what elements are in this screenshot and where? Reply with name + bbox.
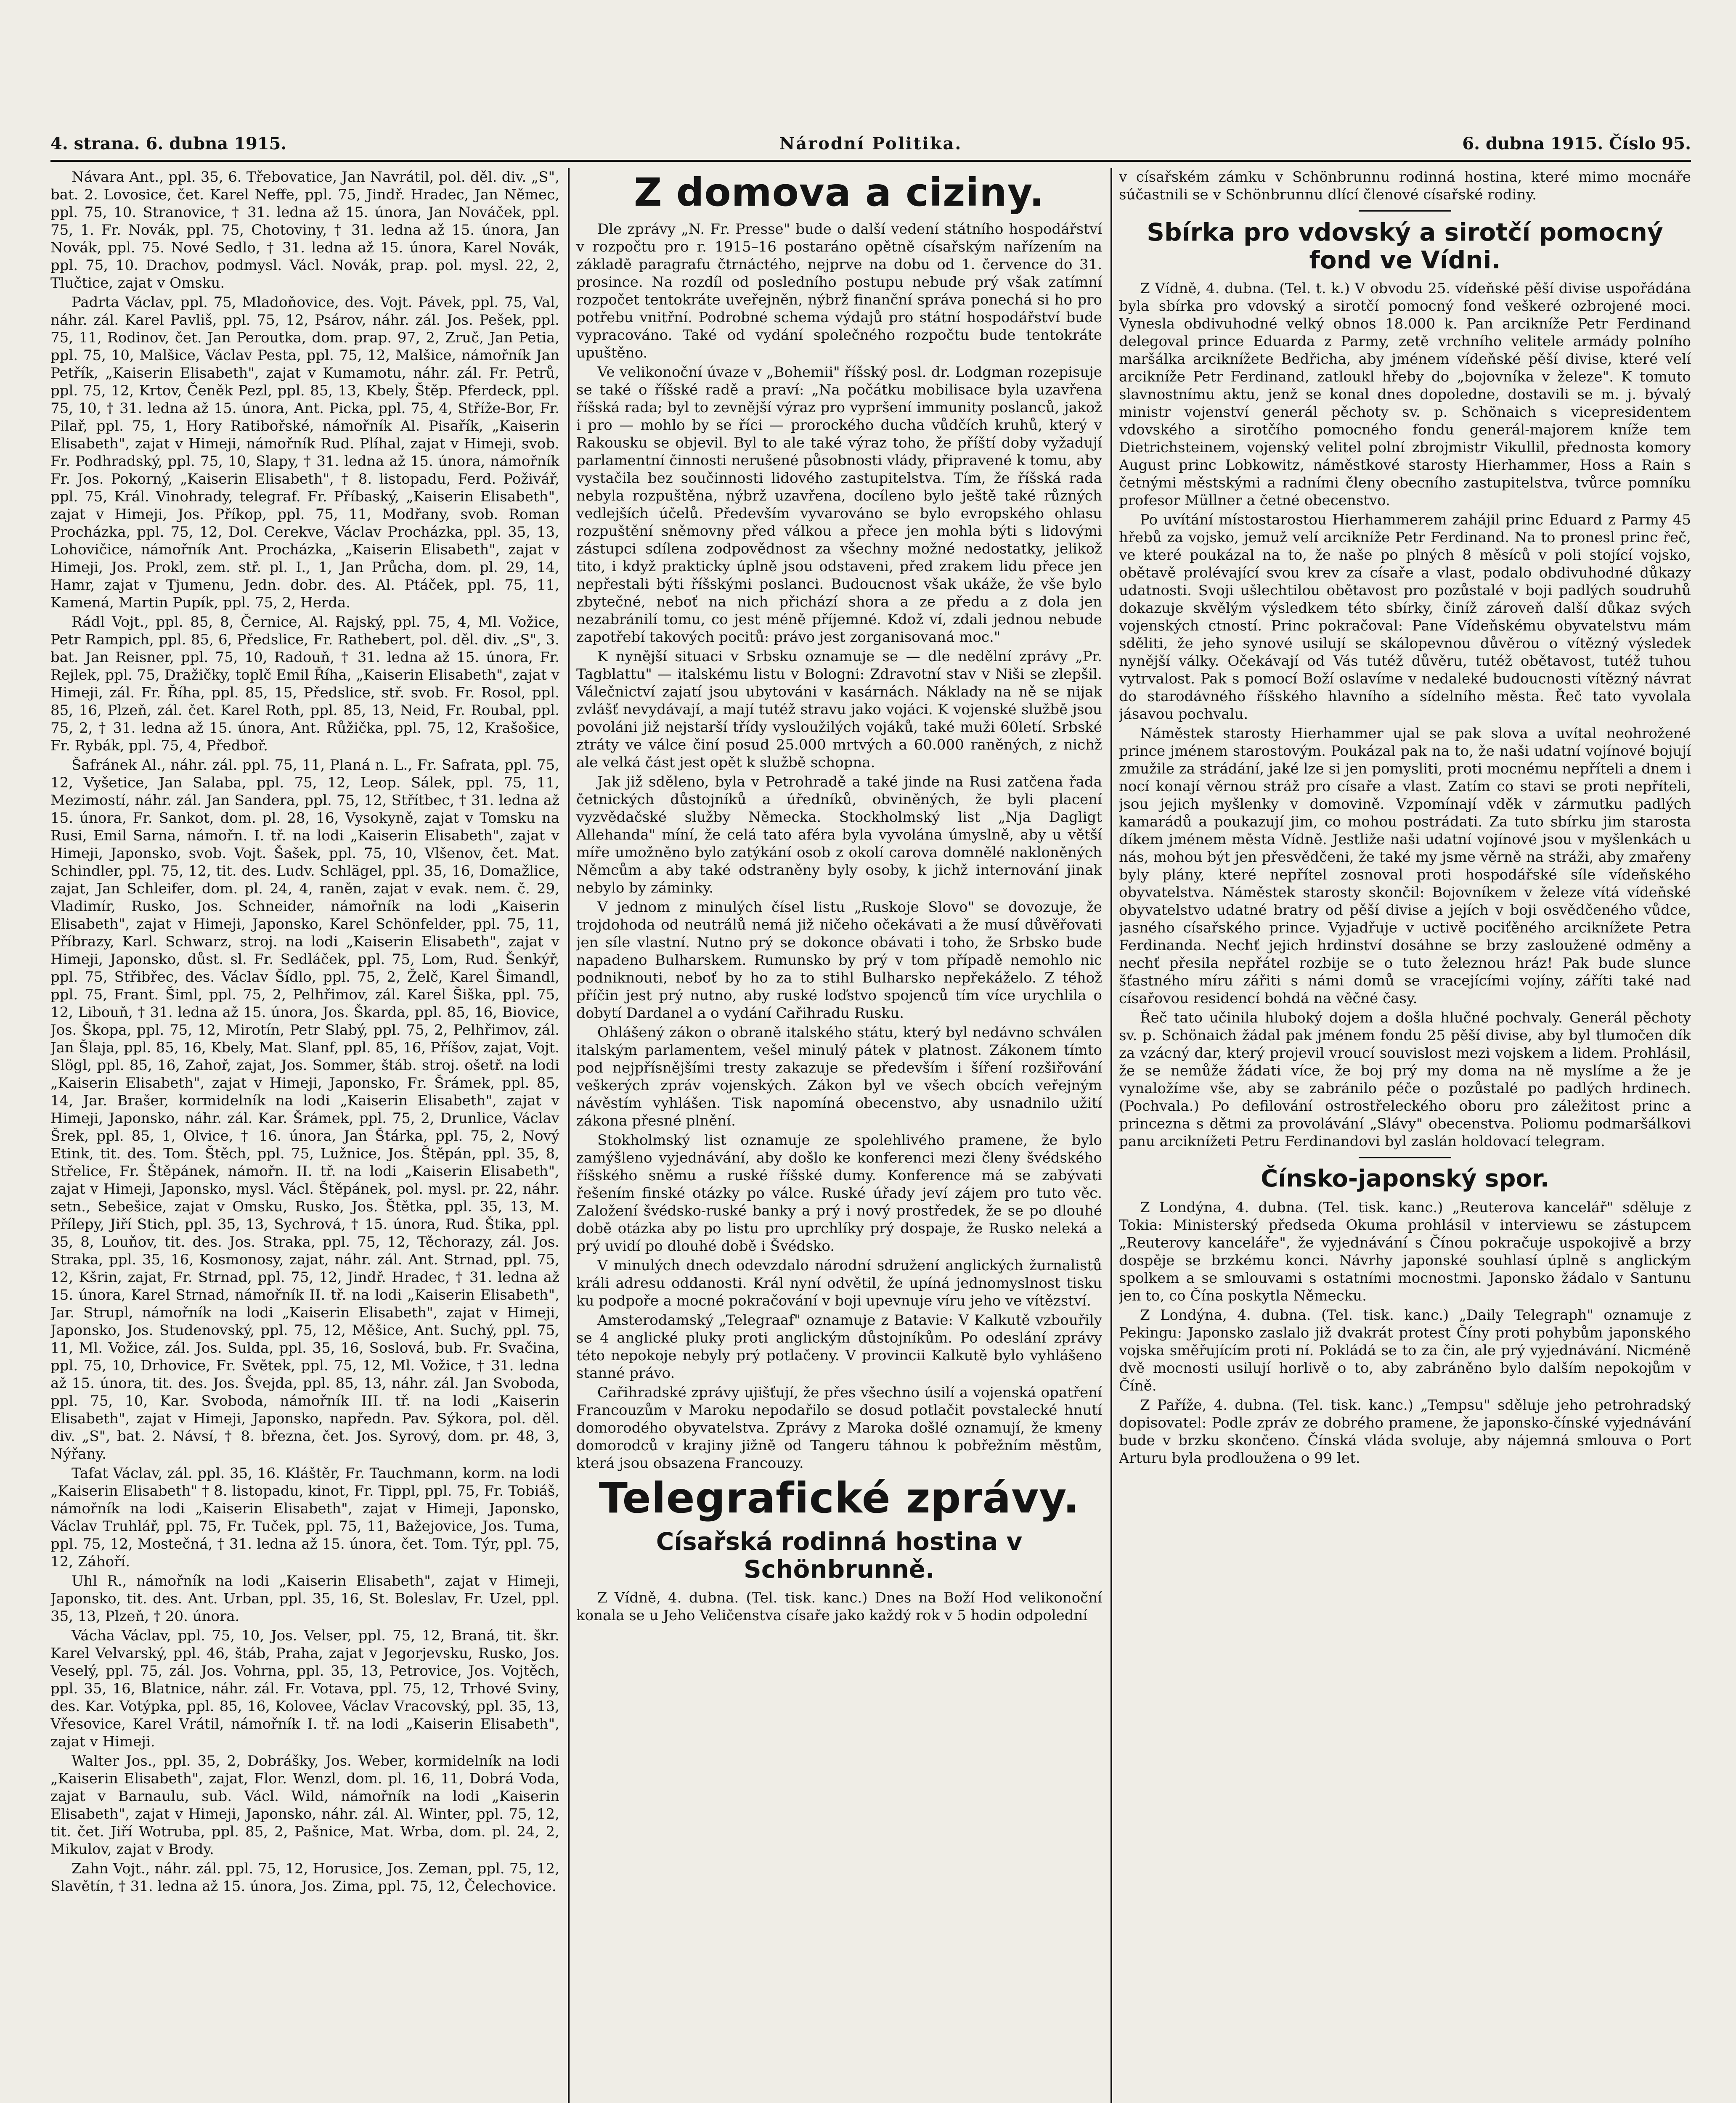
list-paragraph: Návara Ant., ppl. 35, 6. Třebovatice, Jan Navrátil, pol. děl. div. „S", bat. 2. Lovosice, čet. Karel Neffe, ppl. 75, Jindř. Hradec, Jan Němec, ppl. 75, 10. Stranovice, † 31. ledna až 15. února, Jan Nováček, ppl. 75, 1. Fr. Novák, ppl. 75, Chotoviny, † 31. ledna až 15. února, Jan Novák, ppl. 75. Nové Sedlo, † 31. ledna až 15. února, Karel Novák, ppl. 75, 10. Drachov, podmysl. Václ. Novák, prap. pol. mysl. 22, 2, Tlučtice, zajat v Omsku.: [50, 169, 559, 291]
header-issue: 6. dubna 1915. Číslo 95.: [1462, 134, 1691, 154]
separator-rule: [1359, 210, 1451, 212]
article-paragraph: Z Paříže, 4. dubna. (Tel. tisk. kanc.) „Tempsu" sděluje jeho petrohradský dopisovatel: Podle zpráv ze dobrého pramene, že japonsko-čínské vyjednávání bude v brzku skončeno. Čínská vláda svoluje, aby nájemná smlouva o Port Arturu byla prodloužena o 99 let.: [1119, 1397, 1691, 1467]
article-paragraph: V minulých dnech odevzdalo národní sdružení anglických žurnalistů králi adresu oddanosti. Král nyní odvětil, že upíná jednomyslnost tisku ku podpoře a mocné pokračování v boji upevnuje víru jeho ve vítězství.: [576, 1257, 1102, 1309]
article-paragraph: Dle zprávy „N. Fr. Presse" bude o další vedení státního hospodářství v rozpočtu pro r. 1915–16 postaráno opětně císařským nařízením na základě paragrafu čtrnáctého, nejprve na dobu od 1. července do 31. prosince. Na rozdíl od posledního postupu nebude prý však zatímní rozpočet tentokráte uveřejněn, nýbrž finanční správa ponechá si ho pro potřebu vnitřní. Podrobné schema výdajů pro státní hospodářství bude vypracováno. Také od vydání společného rozpočtu bude tentokráte upuštěno.: [576, 221, 1102, 361]
article-paragraph: Náměstek starosty Hierhammer ujal se pak slova a uvítal neohrožené prince jménem starostovým. Poukázal pak na to, že naši udatní vojínové bojují zmužile za strádání, jaké lze si jen pomysliti, proti mocnému nepříteli a dnem i nocí konají věrnou stráž pro císaře a vlast. Zatím co stavi se proti nepříteli, jsou jejich myšlenky v domovině. Vzpomínají vděk v zármutku padlých kamarádů a poukazují jim, co mohou postrádati. Za tuto sbírku jim starosta díkem jménem města Vídně. Jestliže naši udatní vojínové jsou v myšlenkách u nás, mohou být jen přesvědčeni, že také my jsme věrně na stráži, aby zmařeny byly plány, které nepřítel zosnoval proti hospodářské síle vídeňského obyvatelstva. Náměstek starosty skončil: Bojovníkem v železe vítá vídeňské obyvatelstvo udatné bratry od pěší divise a jejích v boji osvědčeného vůdce, jasného císařského prince. Vyjadřuje v uctivě pociťěného arciknížete Petra Ferdinanda. Nechť jejich hrdinství dosáhne se brzy zasloužené odměny a nechť přesila nepřátel rozbije se o tuto železnou hráz! Pak bude slunce šťastného míru zářiti s námi domů se vracejícími vojíny, záříti také nad císařovou residencí bohdá na věčné časy.: [1119, 725, 1691, 1007]
column-divider-2: [1111, 168, 1112, 2103]
page-header: [50, 134, 1691, 163]
column-domestic-foreign: [576, 168, 1102, 2103]
list-paragraph: Zahn Vojt., náhr. zál. ppl. 75, 12, Horusice, Jos. Zeman, ppl. 75, 12, Slavětín, † 31. ledna až 15. února, Jos. Zima, ppl. 75, 12, Čelechovice.: [50, 1860, 559, 1895]
subtitle-sbirka: Sbírka pro vdovský a sirotčí pomocný fond ve Vídni.: [1147, 218, 1663, 274]
header-page-number: 4. strana. 6. dubna 1915.: [50, 134, 287, 154]
column-casualty-list: [50, 168, 559, 2103]
list-paragraph: Uhl R., námořník na lodi „Kaiserin Elisabeth", zajat v Himeji, Japonsko, tit. des. Ant. Urban, ppl. 35, 16, St. Boleslav, Fr. Uzel, ppl. 35, 13, Plzeň, † 20. února.: [50, 1573, 559, 1625]
list-paragraph: Tafat Václav, zál. ppl. 35, 16. Kláštěr, Fr. Tauchmann, korm. na lodi „Kaiserin Elisabeth" † 8. listopadu, kinot, Fr. Tippl, ppl. 75, Fr. Tobiáš, námořník na lodi „Kaiserin Elisabeth", zajat v Himeji, Japonsko, Václav Truhlář, ppl. 75, Fr. Tuček, ppl. 75, 11, Bažejovice, Jos. Tuma, ppl. 75, 12, Mostečná, † 31. ledna až 15. února, čet. Tom. Týr, ppl. 75, 12, Záhoří.: [50, 1465, 559, 1570]
header-masthead: Národní Politika.: [779, 134, 962, 154]
article-paragraph: Ve velikonoční úvaze v „Bohemii" říšský posl. dr. Lodgman rozepisuje se také o říšské radě a praví: „Na počátku mobilisace byla uzavřena říšská rada; byl to zevnější výraz pro vypršení immunity poslanců, jakož i pro — mohlo by se říci — prorockého ducha vůdčích kruhů, který v Rakousku se objevil. Byl to ale také výraz toho, že příští doby vyžadují parlamentní činnosti nerušené působnosti vlády, připravené k tomu, aby vystačila bez součinnosti lidového zastupitelstva. Tím, že říšská rada nebyla rozpuštěna, nýbrž uzavřena, docíleno bylo ještě také různých vedlejších účelů. Především vyvarováno se bylo evropského ohlasu rozpuštění sněmovny před válkou a přece jen mohla býti s lidovými zástupci sdílena zodpovědnost za všechny možné nedostatky, jelikož tito, i když prakticky úplně jsou odstaveni, před zrakem lidu přece jen nepřestali býti říšskými poslanci. Budoucnost však ukáže, že vše bylo zbytečné, neboť na nich přichází shora a ze předu a z dola jen nezabránilí tomu, co jest méně příjemné. Kdož ví, zdali jednou nebude zapotřebí takových pocitů: právo jest zorganisovaná moc.": [576, 364, 1102, 646]
article-paragraph: Z Londýna, 4. dubna. (Tel. tisk. kanc.) „Reuterova kancelář" sděluje z Tokia: Ministerský předseda Okuma prohlásil v interviewu se zástupcem „Reuterovy kanceláře", že vyjednávání s Čínou pokračuje uspokojivě a brzy dospěje se brzkému konci. Návrhy japonské souhlasí úplně s anglickým spolkem a se smlouvami s ostatními mocnostmi. Japonsko žádalo v Santunu jen to, co Čína poskytla Německu.: [1119, 1199, 1691, 1304]
article-paragraph: Řeč tato učinila hluboký dojem a došla hlučné pochvaly. Generál pěchoty sv. p. Schönaich žádal pak jménem fondu 25 pěší divise, aby byl tlumočen dík za vzácný dar, který projevil vroucí souvislost mezi vojskem a lidem. Prohlásil, že se nemůže žádati více, že boj prý my doma na ně myslíme a že je vynaložíme vše, aby se zabránilo péče o pozůstalé po padlých hrdinech. (Pochvala.) Po defilování ostrostřeleckého oboru pro záležitost princ a princezna s dětmi za provolávání „Slávy" obecenstva. Poliomu podmaršálkovi panu arciknížeti Petru Ferdinandovi byl zaslán holdovací telegram.: [1119, 1009, 1691, 1150]
section-title-domestic: Z domova a ciziny.: [633, 170, 1045, 215]
subtitle-schonbrunn: Císařská rodinná hostina v Schönbrunně.: [656, 1527, 1023, 1584]
list-paragraph: Šafránek Al., náhr. zál. ppl. 75, 11, Planá n. L., Fr. Safrata, ppl. 75, 12, Vyšetice, Jan Salaba, ppl. 75, 12, Leop. Sálek, ppl. 75, 11, Mezimostí, náhr. zál. Jan Sandera, ppl. 75, 12, Střítbec, † 31. ledna až 15. února, Fr. Sankot, dom. pl. 28, 16, Vysokyně, zajat v Tomsku na Rusi, Emil Sarna, námořn. I. tř. na lodi „Kaiserin Elisabeth", zajat v Himeji, Japonsko, svob. Vojt. Šašek, ppl. 75, 10, Vlšenov, čet. Mat. Schindler, ppl. 75, 12, tit. des. Ludv. Schlägel, ppl. 35, 16, Domažlice, zajat, Jan Schleifer, dom. pl. 24, 4, raněn, zajat v evak. nem. č. 29, Vladimír, Rusko, Jos. Schneider, námořník na lodi „Kaiserin Elisabeth", zajat v Himeji, Japonsko, Karel Schönfelder, ppl. 75, 11, Příbrazy, Karl. Schwarz, stroj. na lodi „Kaiserin Elisabeth", zajat v Himeji, Japonsko, důst. sl. Fr. Sedláček, ppl. 75, Lom, Rud. Šenkýř, ppl. 75, Střibřec, des. Václav Šídlo, ppl. 75, 2, Želč, Karel Šimandl, ppl. 75, Frant. Šiml, ppl. 75, 2, Pelhřimov, zál. Karel Šiška, ppl. 75, 12, Libouň, † 31. ledna až 15. února, Jos. Škarda, ppl. 85, 16, Biovice, Jos. Škopa, ppl. 75, 12, Mirotín, Petr Slabý, ppl. 75, 2, Pelhřimov, zál. Jan Šlaja, ppl. 85, 16, Kbely, Mat. Slanf, ppl. 85, 16, Příšov, zajat, Vojt. Slögl, ppl. 85, 16, Zahoř, zajat, Jos. Sommer, štáb. stroj. ošetř. na lodi „Kaiserin Elisabeth", zajat v Himeji, Japonsko, Fr. Šrámek, ppl. 85, 14, Jar. Brašer, kormidelník na lodi „Kaiserin Elisabeth", zajat v Himeji, Japonsko, náhr. zál. Kar. Šrámek, ppl. 75, 2, Drunlice, Václav Šrek, ppl. 85, 1, Olvice, † 16. února, Jan Štárka, ppl. 75, 2, Nový Etink, tit. des. Tom. Štěch, ppl. 75, Lužnice, Jos. Štěpán, ppl. 35, 8, Střelice, Fr. Štěpánek, námořn. II. tř. na lodi „Kaiserin Elisabeth", zajat v Himeji, Japonsko, mysl. Václ. Štěpánek, pol. mysl. pr. 22, náhr. setn., Sebešice, zajat v Omsku, Rusko, Jos. Štětka, ppl. 35, 13, M. Přílepy, Jiří Stich, ppl. 35, 13, Sychrová, † 15. února, Rud. Štika, ppl. 35, 8, Louňov, tit. des. Jos. Straka, ppl. 75, 12, Těchorazy, zál. Jos. Straka, ppl. 35, 16, Kosmonosy, zajat, náhr. zál. Ant. Strnad, ppl. 75, 12, Kšrin, zajat, Fr. Strnad, ppl. 75, 12, Jindř. Hradec, † 31. ledna až 15. února, Karel Strnad, námořník II. tř. na lodi „Kaiserin Elisabeth", Jar. Strupl, námořník na lodi „Kaiserin Elisabeth", zajat v Himeji, Japonsko, Jos. Studenovský, ppl. 75, 12, Měšice, Ant. Suchý, ppl. 75, 11, Ml. Vožice, zál. Jos. Sulda, ppl. 35, 16, Soslová, bub. Fr. Svačina, ppl. 75, 10, Drhovice, Fr. Světek, ppl. 75, 12, Ml. Vožice, † 31. ledna až 15. února, tit. des. Jos. Švejda, ppl. 85, 13, náhr. zál. Jan Svoboda, ppl. 75, 10, Kar. Svoboda, námořník III. tř. na lodi „Kaiserin Elisabeth", zajat v Himeji, Japonsko, napředn. Pav. Sýkora, pol. děl. div. „S", bat. 2. Návsí, † 8. března, čet. Jos. Syrový, dom. pr. 48, 3, Nýřany.: [50, 757, 559, 1462]
list-paragraph: Rádl Vojt., ppl. 85, 8, Černice, Al. Rajský, ppl. 75, 4, Ml. Vožice, Petr Rampich, ppl. 85, 6, Předslice, Fr. Rathebert, pol. děl. div. „S", 3. bat. Jan Reisner, ppl. 75, 10, Radouň, † 31. ledna až 15. února, Fr. Rejlek, ppl. 75, Dražičky, toplč Emil Říha, „Kaiserin Elisabeth", zajat v Himeji, zál. Fr. Říha, ppl. 85, 15, Předslice, stř. svob. Fr. Rosol, ppl. 85, 16, Plzeň, zál. čet. Karel Roth, ppl. 85, 13, Neid, Fr. Roubal, ppl. 75, 2, † 31. ledna až 15. února, Ant. Růžička, ppl. 75, 12, Krašošice, Fr. Rybák, ppl. 75, 4, Předboř.: [50, 614, 559, 754]
article-paragraph: Jak již sděleno, byla v Petrohradě a také jinde na Rusi zatčena řada četnických důstojníků a úředníků, obviněných, že byli placení vyzvědačské služby Německa. Stockholmský list „Nja Dagligt Allehanda" míní, že celá tato aféra byla vyvolána úmyslně, aby u větší míře umožněno bylo zatýkání osob z okolí carova domnělé nakloněných Němcům a aby také odstraněny byly osoby, k jichž internování jinak nebylo by záminky.: [576, 773, 1102, 896]
article-paragraph: Amsterodamský „Telegraaf" oznamuje z Batavie: V Kalkutě vzbouřily se 4 anglické pluky proti anglickým důstojníkům. Po odeslání zprávy této nepokoje nebyly prý potlačeny. V provincii Kalkutě bylo vyhlášeno stanné právo.: [576, 1312, 1102, 1382]
list-paragraph: Walter Jos., ppl. 35, 2, Dobrášky, Jos. Weber, kormidelník na lodi „Kaiserin Elisabeth", zajat, Flor. Wenzl, dom. pl. 16, 11, Dobrá Voda, zajat v Barnaulu, sub. Václ. Wild, námořník na lodi „Kaiserin Elisabeth", zajat v Himeji, Japonsko, náhr. zál. Al. Winter, ppl. 75, 12, tit. čet. Jiří Wotruba, ppl. 85, 2, Pašnice, Mat. Wrba, dom. pl. 24, 2, Mikulov, zajat v Brody.: [50, 1753, 559, 1858]
article-paragraph: Po uvítání místostarostou Hierhammerem zahájil princ Eduard z Parmy 45 hřebů za vojsko, jemuž velí arcikníže Petr Ferdinand. Na to pronesl princ řeč, ve které poukázal na to, že naše po plných 8 měsíců v poli stojící vojsko, obětavě prolévající svou krev za císaře a vlast, podalo obdivuhodné důkazy udatnosti. Svoji ušlechtilou obětavost pro pozůstalé v boji padlých soudruhů dokazuje skvělým výsledkem této sbírky, činíž zároveň další důkaz svých vojenských ctností. Princ pokračoval: Pane Vídeňskému obyvatelstvu mám sděliti, že jeho synové usilují se skálopevnou důvěrou o vítězný výsledek nynější války. Očekávají od Vás tutéž důvěru, tutéž obětavost, tutéž tuhou vytrvalost. Pak s pomocí Boží oslavíme v nedaleké budoucnosti vítězný návrat do starodávného říšského hlavního a sídelního města. Řeč tato vyvolala jásavou pochvalu.: [1119, 511, 1691, 723]
article-paragraph: K nynější situaci v Srbsku oznamuje se — dle nedělní zprávy „Pr. Tagblattu" — italskému listu v Bologni: Zdravotní stav v Niši se zlepšil. Válečnictví zajatí jsou ubytováni v kasárnách. Náklady na ně se nijak zvlášť nevydávají, a mají tutéž stravu jako vojáci. K vojenské službě jsou povoláni již nejstarší třídy vysloužilých vojáků, také muži 60letí. Srbské ztráty ve válce činí posud 25.000 mrtvých a 60.000 raněných, z nichž ale velká část jest opět k službě schopna.: [576, 648, 1102, 771]
article-paragraph: Stokholmský list oznamuje ze spolehlivého pramene, že bylo zamýšleno vyjednávání, aby došlo ke konferenci mezi členy švédského říšského sněmu a ruské říšské dumy. Konference má se zabývati řešením finské otázky po válce. Ruské úřady jeví zájem pro tuto věc. Založení švédsko-ruské banky a prý i nový prostředek, že se po dlouhé době otázka aby po listu pro uprchlíky prý dospaje, že Rusko neleká a prý uvidí po dlouhé době i Švédsko.: [576, 1132, 1102, 1255]
list-paragraph: Padrta Václav, ppl. 75, Mladoňovice, des. Vojt. Pávek, ppl. 75, Val, náhr. zál. Karel Pavliš, ppl. 75, 12, Psárov, náhr. zál. Jos. Pešek, ppl. 75, 11, Rodinov, čet. Jan Peroutka, dom. prap. 97, 2, Zruč, Jan Petia, ppl. 75, 10, Malšice, Václav Pesta, ppl. 75, 12, Malšice, námořník Jan Petřík, „Kaiserin Elisabeth", zajat v Kumamotu, náhr. zál. Fr. Petrů, ppl. 75, 12, Krtov, Čeněk Pezl, ppl. 85, 13, Kbely, Štěp. Pferdeck, ppl. 75, 10, † 31. ledna až 15. února, Ant. Picka, ppl. 75, 4, Stříže-Bor, Fr. Pilař, ppl. 75, 1, Hory Ratibořské, námořník Al. Pisařík, „Kaiserin Elisabeth", zajat v Himeji, námořník Rud. Plíhal, zajat v Himeji, svob. Fr. Podhradský, ppl. 75, 10, Slapy, † 31. ledna až 15. února, námořník Fr. Jos. Pokorný, „Kaiserin Elisabeth", † 8. listopadu, Ferd. Poživář, ppl. 75, Král. Vinohrady, telegraf. Fr. Příbaský, „Kaiserin Elisabeth", zajat v Himeji, Jos. Příkop, ppl. 75, 11, Modřany, svob. Roman Procházka, ppl. 75, 12, Dol. Cerekve, Václav Procházka, ppl. 35, 13, Lohovičice, námořník Ant. Procházka, „Kaiserin Elisabeth", zajat v Himeji, Jos. Prokl, zem. stř. pl. I., 1, Jan Průcha, dom. pl. 29, 14, Hamr, zajat v Tjumenu, Jedn. dobr. des. Al. Ptáček, ppl. 75, 11, Kamená, Martin Pupík, ppl. 75, 2, Herda.: [50, 294, 559, 611]
separator-rule: [1359, 1157, 1451, 1158]
article-paragraph: Z Vídně, 4. dubna. (Tel. t. k.) V obvodu 25. vídeňské pěší divise uspořádána byla sbírka pro vdovský a sirotčí pomocný fond veškeré ozbrojené moci. Vynesla obdivuhodné velký obnos 18.000 k. Pan arcikníže Petr Ferdinand delegoval prince Eduarda z Parmy, zetě vrchního velitele armády polního maršálka arciknížete Bedřicha, aby jménem vídeňské pěší divise, které velí arcikníže Petr Ferdinand, zatloukl hřeby do „bojovníka v železe". K tomuto slavnostnímu aktu, jenž se konal dnes dopoledne, dostavili se m. j. bývalý ministr vojenství generál pěchoty sv. p. Schönaich s vicepresidentem vdovského a sirotčího pomocného fondu generál-majorem kníže tem Dietrichsteinem, vojenský velitel polní zbrojmistr Vikullil, přednosta komory August princ Lobkowitz, náměstkové starosty Hierhammer, Hoss a Rain s četnými městskými a radními členy obecního zastupitelstva, tvůrce pomníku profesor Müllner a četné obecenstvo.: [1119, 280, 1691, 509]
section-title-telegraph: Telegrafické zprávy.: [599, 1473, 1080, 1523]
subtitle-china-japan: Čínsko-japonský spor.: [1261, 1165, 1549, 1192]
column-divider-1: [568, 168, 570, 2103]
list-paragraph: Vácha Václav, ppl. 75, 10, Jos. Velser, ppl. 75, 12, Braná, tit. škr. Karel Velvarský, ppl. 46, štáb, Praha, zajat v Jegorjevsku, Rusko, Jos. Veselý, ppl. 75, zál. Jos. Vohrna, ppl. 35, 13, Petrovice, Jos. Vojtěch, ppl. 35, 16, Blatnice, náhr. zál. Fr. Votava, ppl. 75, 12, Trhové Sviny, des. Kar. Votýpka, ppl. 85, 16, Kolovee, Václav Vracovský, ppl. 35, 13, Vřesovice, Karel Vrátil, námořník I. tř. na lodi „Kaiserin Elisabeth", zajat v Himeji.: [50, 1627, 559, 1750]
article-paragraph: Ohlášený zákon o obraně italského státu, který byl nedávno schválen italským parlamentem, vešel minulý pátek v platnost. Zákonem tímto pod nejpřísnějšími tresty zakazuje se především i šíření rozšiřování veškerých zpráv vojenských. Zákon byl ve všech obcích veřejným návěstím vyhlášen. Tisk napomíná obecenstvo, aby usnadnilo užití zákona přesné plnění.: [576, 1024, 1102, 1129]
column-telegraph-continued: [1119, 168, 1691, 2103]
article-paragraph: Cařihradské zprávy ujišťují, že přes všechno úsilí a vojenská opatření Francouzům v Maroku nepodařilo se dosud potlačit povstalecké hnutí domorodého obyvatelstva. Zprávy z Maroka došlé oznamují, že kmeny domorodců v krajiny jižně od Tangeru táhnou k pobřežním městům, která jsou obsazena Francouzy.: [576, 1384, 1102, 1472]
article-paragraph: Z Londýna, 4. dubna. (Tel. tisk. kanc.) „Daily Telegraph" oznamuje z Pekingu: Japonsko zaslalo již dvakrát protest Číny proti pohybům japonského vojska směřujícím proti ní. Pokládá se to za čin, ale prý vyjednávání. Nicméně dvě mocnosti usilují horlivě o to, aby zabráněno bylo dalším nepokojům v Číně.: [1119, 1307, 1691, 1394]
header-rule: [50, 160, 1691, 162]
article-paragraph: Z Vídně, 4. dubna. (Tel. tisk. kanc.) Dnes na Boží Hod velikonoční konala se u Jeho Veličenstva císaře jako každý rok v 5 hodin odpolední: [576, 1589, 1102, 1624]
article-paragraph: v císařském zámku v Schönbrunnu rodinná hostina, které mimo mocnáře súčastnili se v Schönbrunnu dlící členové císařské rodiny.: [1119, 169, 1691, 203]
article-paragraph: V jednom z minulých čísel listu „Ruskoje Slovo" se dovozuje, že trojdohoda od neutrálů nemá již ničeho očekávati a že musí důvěřovati jen síle vlastní. Nutno prý se dokonce obávati i toho, že Srbsko bude napadeno Bulharskem. Rumunsko by prý v tom případě nemohlo nic podniknouti, neboť by ho za to stihl Bulharsko nepřekáželo. Z téhož příčin jest prý nutno, aby ruské loďstvo spojenců tím více urychlila o dobytí Dardanel a o vydání Cařihradu Rusku.: [576, 899, 1102, 1022]
